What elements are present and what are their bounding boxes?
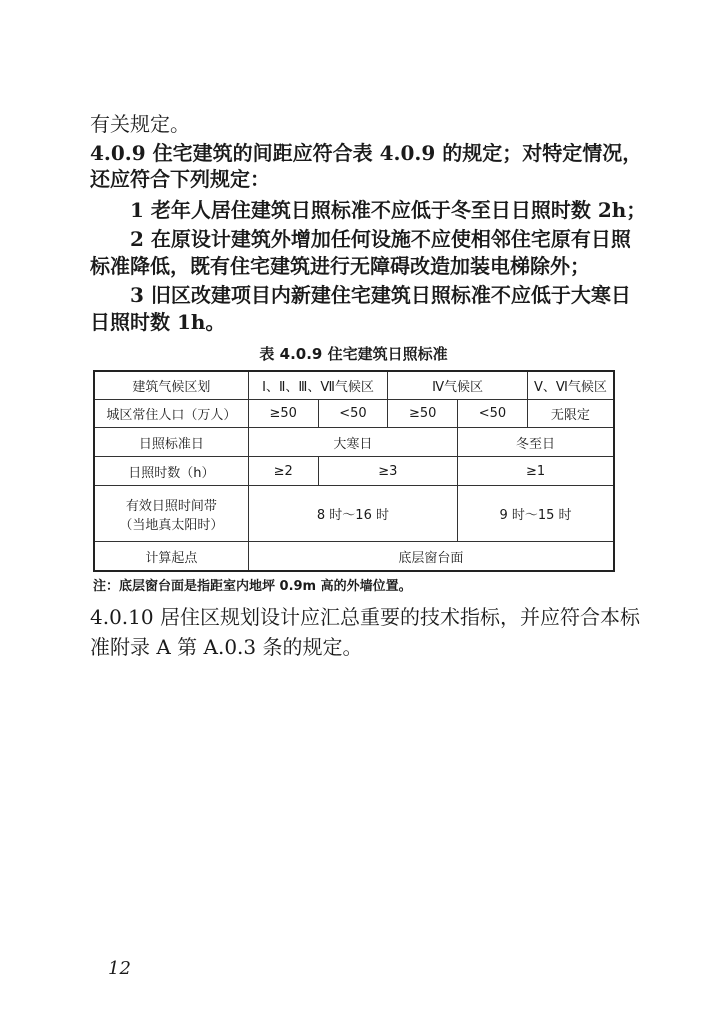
table-cell-label: 日照时数（h）: [94, 457, 248, 486]
table-cell: <50: [458, 400, 528, 428]
table-note: 注：底层窗台面是指距室内地坪 0.9m 高的外墙位置。: [93, 579, 412, 594]
table-cell-label: 日照标准日: [94, 428, 248, 457]
list-item-2-line2: 标准降低，既有住宅建筑进行无障碍改造加装电梯除外；: [90, 254, 590, 278]
table-cell-label-line1: 有效日照时间带: [125, 498, 217, 514]
list-item-1: 1 老年人居住建筑日照标准不应低于冬至日日照时数 2h；: [130, 198, 647, 222]
list-item-2-line1: 2 在原设计建筑外增加任何设施不应使相邻住宅原有日照: [130, 227, 631, 251]
table-row: [94, 400, 614, 428]
table-cell-label: 计算起点: [94, 542, 248, 572]
table-cell: Ⅳ气候区: [388, 371, 528, 400]
table-cell: 冬至日: [458, 428, 614, 457]
table-cell: ≥2: [248, 457, 318, 486]
table-row: [94, 542, 614, 572]
table-cell: ≥50: [248, 400, 318, 428]
list-item-3-line1: 3 旧区改建项目内新建住宅建筑日照标准不应低于大寒日: [130, 283, 631, 307]
clause-4-0-10-line2: 准附录 A 第 A.0.3 条的规定。: [90, 635, 363, 659]
table-row: [94, 457, 614, 486]
table-cell: 9 时～15 时: [458, 486, 614, 542]
table-cell-label: 城区常住人口（万人）: [94, 400, 248, 428]
table-caption: 表 4.0.9 住宅建筑日照标准: [259, 345, 448, 363]
table-cell: 底层窗台面: [248, 542, 614, 572]
table-cell: Ⅰ、Ⅱ、Ⅲ、Ⅶ气候区: [248, 371, 388, 400]
table-cell: 无限定: [527, 400, 614, 428]
table-cell: Ⅴ、Ⅵ气候区: [527, 371, 614, 400]
table-cell: ≥1: [458, 457, 614, 486]
table-cell: ≥3: [318, 457, 458, 486]
table-cell: <50: [318, 400, 388, 428]
table-cell: 大寒日: [248, 428, 457, 457]
clause-4-0-10-line1: 4.0.10 居住区规划设计应汇总重要的技术指标，并应符合本标: [90, 605, 640, 629]
table-cell: 8 时～16 时: [248, 486, 457, 542]
clause-4-0-9-line2: 还应符合下列规定：: [90, 167, 270, 191]
table-cell-label: [94, 486, 248, 542]
clause-4-0-9-line1: 4.0.9 住宅建筑的间距应符合表 4.0.9 的规定；对特定情况，: [90, 141, 643, 165]
table-cell-label: 建筑气候区划: [94, 371, 248, 400]
paragraph-text: 有关规定。: [90, 112, 190, 136]
table-cell-label-line2: （当地真太阳时）: [119, 517, 224, 533]
sunlight-standard-table: [93, 370, 615, 572]
list-item-3-line2: 日照时数 1h。: [90, 310, 226, 334]
table-row: [94, 371, 614, 400]
table-row: [94, 486, 614, 542]
table-row: [94, 428, 614, 457]
page-number: 12: [108, 958, 131, 979]
table-cell: ≥50: [388, 400, 458, 428]
